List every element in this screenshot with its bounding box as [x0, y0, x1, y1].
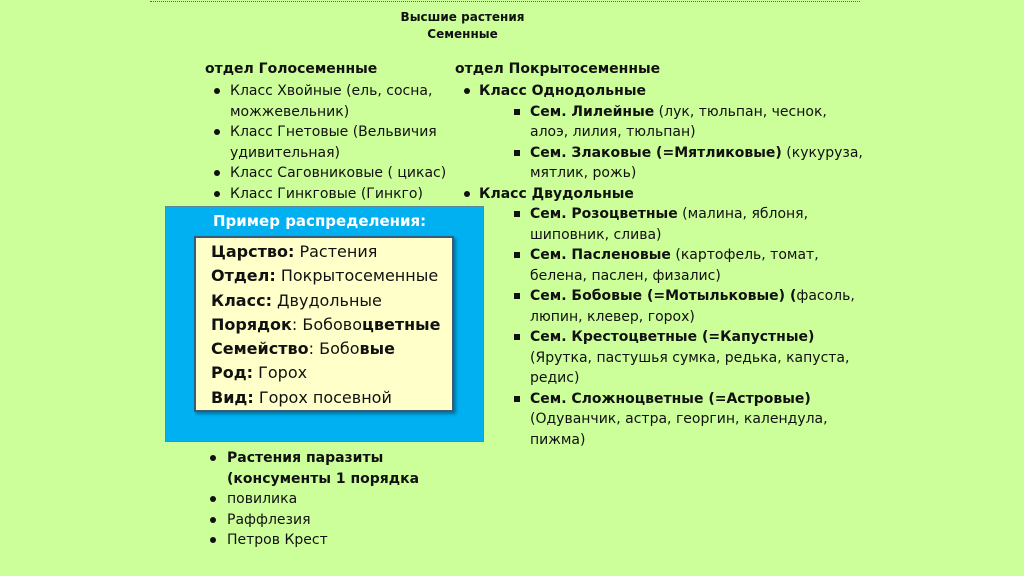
- monocot-class: Класс Однодольные: [464, 81, 864, 102]
- list-item: [514, 204, 864, 245]
- rank-value: : Бобово: [291, 314, 363, 334]
- rank-label: Царство:: [211, 242, 295, 261]
- rank-value: Горох: [253, 363, 308, 383]
- family-desc: фасоль, люпин, клевер, горох): [530, 288, 855, 325]
- angio-section: [464, 81, 864, 450]
- taxonomy-row: [211, 361, 441, 385]
- list-item: [514, 327, 864, 389]
- list-item: Раффлезия: [210, 510, 470, 531]
- title-line-1: Высшие растения: [400, 10, 525, 24]
- list-item: [514, 389, 864, 451]
- list-item: [514, 286, 864, 327]
- family-name: Сем. Сложноцветные (=Астровые): [530, 390, 811, 407]
- taxonomy-row: [211, 240, 441, 264]
- list-item: Петров Крест: [210, 530, 470, 551]
- list-item: [514, 143, 864, 184]
- rank-value-suffix: вые: [359, 339, 395, 359]
- rank-label: Вид:: [211, 387, 254, 407]
- taxonomy-row: [211, 289, 441, 313]
- taxonomy-row: [211, 313, 441, 337]
- family-name: Сем. Бобовые (=Мотыльковые) (: [530, 288, 797, 304]
- family-name: Сем. Крестоцветные (=Капустные): [530, 329, 815, 345]
- family-desc: (Ярутка, пастушья сумка, редька, капуста, редис): [530, 349, 850, 386]
- list-item: Класс Саговниковые ( цикас): [214, 163, 459, 184]
- rank-label: Порядок: [211, 314, 292, 334]
- family-desc: (малина, яблоня, шиповник, слива): [530, 206, 809, 243]
- rank-value: Растения: [294, 242, 378, 261]
- top-divider: [150, 1, 860, 2]
- family-desc: (кукуруза, мятлик, рожь): [530, 144, 863, 181]
- family-name: Сем. Розоцветные: [530, 206, 678, 222]
- parasite-heading: Растения паразиты (консументы 1 порядка: [210, 448, 470, 489]
- gymno-list: [214, 81, 459, 204]
- dicot-families: [514, 204, 864, 450]
- list-item: [514, 245, 864, 286]
- family-desc: (картофель, томат, белена, паслен, физалис): [530, 247, 819, 284]
- taxonomy-row: [211, 264, 441, 288]
- title-line-2: Семенные: [427, 27, 498, 41]
- family-name: Сем. Пасленовые: [530, 247, 671, 263]
- rank-value: : Бобо: [308, 339, 360, 359]
- family-name: Сем. Злаковые (=Мятликовые): [530, 144, 782, 161]
- taxonomy-row: [211, 386, 441, 410]
- family-desc: (Одуванчик, астра, георгин, календула, пижма): [530, 411, 828, 448]
- rank-value: Горох посевной: [253, 387, 392, 407]
- monocot-families: [514, 102, 864, 184]
- rank-label: Семейство: [211, 339, 309, 359]
- rank-value: Двудольные: [271, 290, 382, 310]
- parasite-list: [210, 448, 470, 551]
- rank-label: Класс:: [211, 290, 272, 310]
- family-desc: (лук, тюльпан, чеснок, алоэ, лилия, тюльпан): [530, 103, 827, 140]
- rank-value-suffix: цветные: [362, 314, 441, 334]
- rank-label: Род:: [211, 363, 254, 383]
- taxonomy-list: [211, 240, 441, 410]
- gymno-heading: отдел Голосеменные: [205, 61, 378, 77]
- rank-label: Отдел:: [211, 266, 276, 286]
- list-item: Класс Гнетовые (Вельвичия удивительная): [214, 122, 459, 163]
- rank-value: Покрытосеменные: [275, 266, 439, 286]
- list-item: Класс Хвойные (ель, сосна, можжевельник): [214, 81, 459, 122]
- list-item: Класс Гинкговые (Гинкго): [214, 184, 459, 205]
- list-item: повилика: [210, 489, 470, 510]
- dicot-class: Класс Двудольные: [464, 184, 864, 205]
- angio-heading: отдел Покрытосеменные: [455, 61, 661, 77]
- taxonomy-row: [211, 337, 441, 361]
- list-item: [514, 102, 864, 143]
- page-title: [380, 9, 545, 43]
- family-name: Сем. Лилейные: [530, 103, 655, 120]
- example-title: Пример распределения:: [213, 212, 427, 230]
